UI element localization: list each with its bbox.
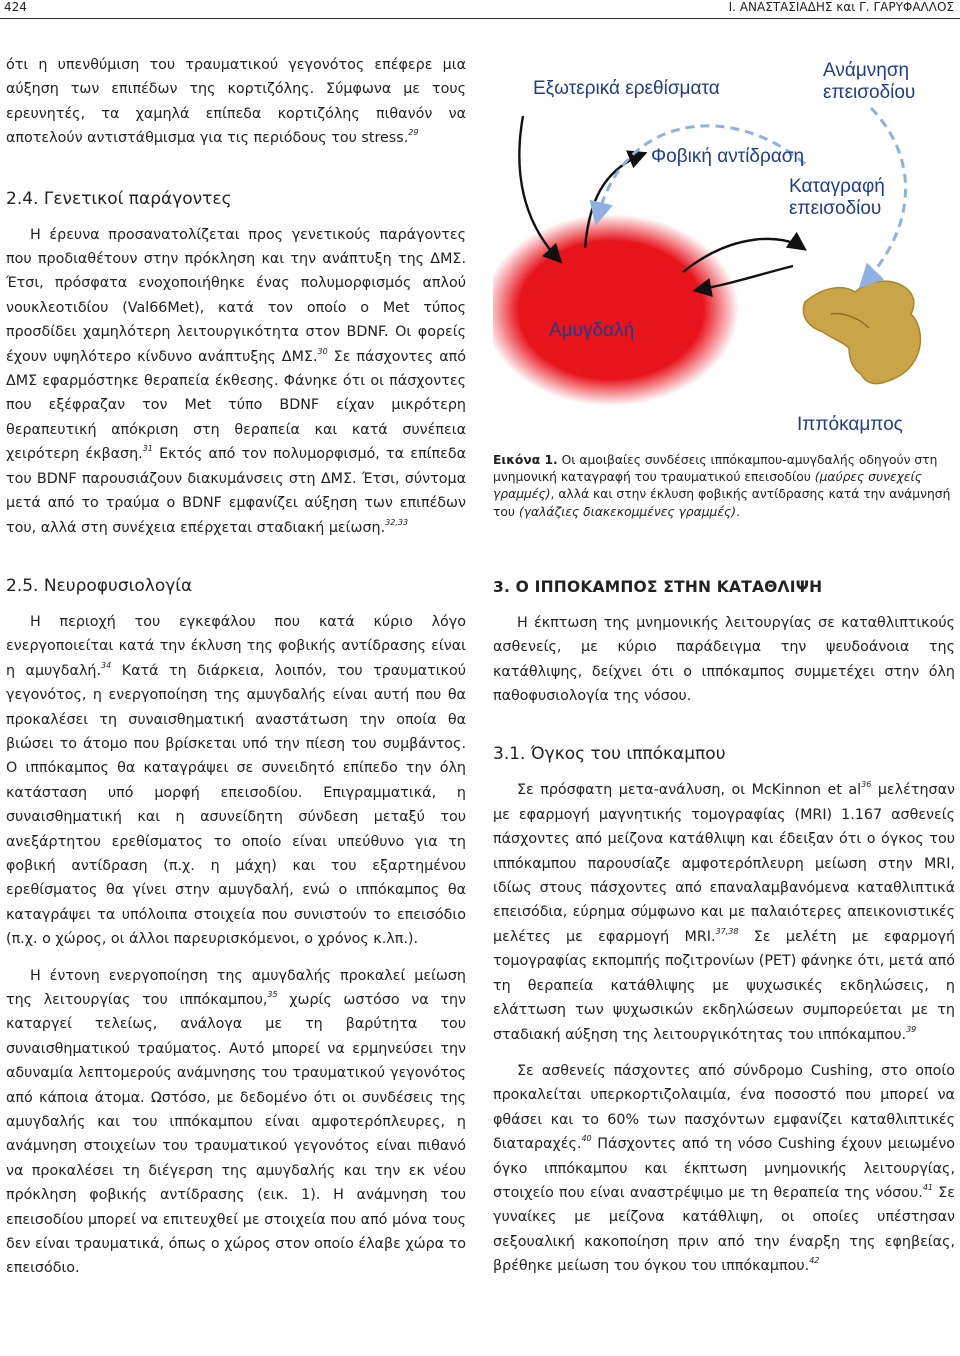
caption-text: (μαύρες συνεχείς γραμμές) [493,470,922,502]
paragraph-text: Σε μελέτη με εφαρμογή τομογραφίας εκπομπής ποζιτρονίων (PET) φάνηκε ότι, μετά από τη θεραπεία κατάθλιψης με ψυχωσικές εκδηλώσεις, η ελάττωση των ψυχωσικών εκδηλώσεων συμπορεύεται με τη σταδιακή αύξηση της λειτουργικότητας του ιππόκαμπου. [493,928,955,1043]
caption-text: , αλλά και στην έκλυση φοβικής αντίδρασης κατά την ανάμνησή του [493,487,951,519]
citation: 42 [809,1256,820,1266]
section-2-5-title: 2.5. Νευροφυσιολογία [6,575,193,596]
label-hippocampus: Ιππόκαμπος [797,414,903,435]
citation: 32,33 [385,517,409,527]
paragraph-text: χωρίς ωστόσο να την καταργεί τελείως, ανάλογα με τη βαρύτητα του συναισθηματικού τραύματος. Αυτό μπορεί να ερμηνεύσει την αδυναμία λεπτομερούς ανάμνησης του τραυματικού γεγονότος από κάποια άτομα. Ωστόσο, με δεδομένο ότι οι συνδέσεις της αμυγδαλής και του ιππόκαμπου είναι αμφοτερόπλευρες, η ανάμνηση στοιχείων του τραυματικού γεγονότος είναι πιθανό να προκαλέσει τη διέγερση της αμυγδαλής και την εκ νέου πρόκληση φοβικής αντίδρασης (εικ. 1). Η ανάμνηση του επεισοδίου μπορεί να επιτευχθεί με στοιχεία που από μόνα τους δεν είναι τραυματικά, όπως ο χώρος στον οποίο έλαβε χώρα το επεισόδιο. [6,992,467,1277]
caption-text: Οι αμοιβαίες συνδέσεις ιππόκαμπου-αμυγδαλής οδηγούν στη μνημονική καταγραφή του τραυματικού επεισοδίου [493,453,938,485]
citation: 40 [581,1134,592,1144]
caption-text: (γαλάζιες διακεκομμένες γραμμές) [518,504,737,519]
header-rule [0,18,960,19]
page-header [0,0,960,18]
paragraph-text: Πάσχοντες από τη νόσο Cushing έχουν μειωμένο όγκο ιππόκαμπου και έκπτωση μνημονικής λειτουργίας, στοιχείο που είναι αναστρέψιμο με τη θεραπεία της νόσου. [493,1136,955,1201]
section-3-1-title: 3.1. Όγκος του ιππόκαμπου [493,744,726,765]
paragraph-text: Σε ασθενείς πάσχοντες από σύνδρομο Cushing, στο οποίο προκαλείται υπερκορτιζολαιμία, ένα ποσοστό που μπορεί να φθάσει και το 60% των πασχόντων εμφανίζει καταθλιπτικές διαταραχές. [493,1062,955,1153]
running-authors: Ι. ΑΝΑΣΤΑΣΙΑΔΗΣ και Γ. ΓΑΡΥΦΑΛΛΟΣ [728,0,954,14]
label-external-stimuli: Εξωτερικά ερεθίσματα [533,78,720,99]
citation: 29 [408,128,419,138]
label-fear-response: Φοβική αντίδραση [651,146,805,167]
paragraph-volume-2 [493,1059,955,1279]
label-recall-line2: επεισοδίου [823,82,916,103]
paragraph-neurophysiology-1 [6,610,466,952]
paragraph-text: Εκτός από τον πολυμορφισμό, τα επίπεδα του BDNF παρουσιάζουν διακυμάνσεις στη ΔΜΣ. Έτσι, σύντομα μετά από το τραύμα ο BDNF εμφανίζει αύξηση των επιπέδων του, αλλά στη συνέχεια επέρχεται σταδιακή μείωση. [6,446,466,536]
paragraph-neurophysiology-2 [6,964,466,1281]
paragraph-text: μελέτησαν με εφαρμογή μαγνητικής τομογραφίας (MRI) 1.167 ασθενείς πάσχοντες από μείζονα κατάθλιψη και έδειξαν ότι ο όγκος του ιππόκαμπου παρουσίαζε αμφοτερόπλευρη μείωση στην MRI, ιδίως στους πάσχοντες από επαναλαμβανόμενα καταθλιπτικά επεισόδια, εύρημα σύμφωνο και με παλαιότερες απεικονιστικές μελέτες με εφαρμογή MRI. [493,782,955,945]
paragraph-text: Σε πάσχοντες από ΔΜΣ εφαρμόστηκε θεραπεία έκθεσης. Φάνηκε ότι οι πάσχοντες που εξέφραζαν τον Met τύπο BDNF είχαν μικρότερη θεραπευτική απόκριση στη θεραπεία και κατά συνέπεια χειρότερη έκβαση. [6,348,466,463]
page-number: 424 [4,0,27,14]
paragraph-genetics [6,223,466,540]
figure-caption [493,452,955,521]
label-record-line1: Καταγραφή [789,176,885,197]
label-record-line2: επεισοδίου [789,198,882,219]
paragraph-text: Σε γυναίκες με μείζονα κατάθλιψη, οι οποίες υπέστησαν σεξουαλική κακοποίηση πριν από την έναρξη της εφηβείας, βρέθηκε μείωση του όγκου του ιππόκαμπου. [493,1184,955,1275]
left-column [6,53,466,1281]
paragraph-text: Κατά τη διάρκεια, λοιπόν, του τραυματικού γεγονότος, η ενεργοποίηση της αμυγδαλής είναι αυτή που θα προκαλέσει τη συναισθηματική αναστάτωση την οποία θα βιώσει το άτομο που βρίσκεται υπό την πίεση του συμβάντος. Ο ιππόκαμπος θα καταγράψει σε συνειδητό επίπεδο την όλη κατάσταση υπό μορφή επεισοδίου. Επιγραμματικά, η συναισθηματική και η ασυνείδητη σύνδεση μεταξύ του ανεξάρτητου ερεθίσματος το οποίο είναι υπεύθυνο για τη φοβική αντίδραση (π.χ. η μάχη) και του εξαρτημένου ερεθίσματος θα γίνει στην αμυγδαλή, ενώ ο ιππόκαμπος θα καταγράψει τα υπόλοιπα στοιχεία που συνιστούν το επεισόδιο (π.χ. ο χώρος, οι άλλοι παρευρισκόμενοι, ο χρόνος κ.λπ.). [6,662,466,948]
caption-label: Εικόνα 1. [493,453,558,467]
paragraph-text: Η έντονη ενεργοποίηση της αμυγδαλής προκαλεί μείωση της λειτουργίας του ιππόκαμπου, [6,967,466,1008]
section-2-4-title: 2.4. Γενετικοί παράγοντες [6,188,232,209]
amygdala-shape [493,214,739,406]
label-amygdala: Αμυγδαλή [549,320,635,341]
arrow-hippocampus-to-amygdala-dashed [597,126,805,220]
hippocampus-shape [803,281,920,383]
citation: 35 [267,990,278,999]
figure-hippocampus-amygdala [493,52,925,442]
citation: 37,38 [715,926,739,936]
paragraph-text: ότι η υπενθύμιση του τραυματικού γεγονότος επέφερε μια αύξηση των επιπέδων της κορτιζόλης. Σύμφωνα με τους ερευνητές, τα χαμηλά επίπεδα κορτιζόλης πιθανόν να αποτελούν αντιστάθμισμα για τις περιόδους του stress. [6,57,466,147]
paragraph-intro [6,53,466,151]
citation: 31 [142,444,153,454]
caption-text: . [736,504,740,519]
paragraph-depression: Η έκπτωση της μνημονικής λειτουργίας σε καταθλιπτικούς ασθενείς, με κύριο παράδειγμα την ψευδοάνοια της κατάθλιψης, δείχνει ότι ο ιππόκαμπος συμμετέχει στην όλη παθοφυσιολογία της νόσου. [493,614,955,705]
citation: 30 [317,346,328,356]
citation: 39 [906,1024,917,1034]
citation: 36 [861,780,872,790]
paragraph-volume-1 [493,778,955,1046]
right-column [493,452,955,1279]
paragraph-text: Σε πρόσφατη μετα-ανάλυση, οι McKinnon et al [517,782,862,799]
section-3-title: 3. Ο ΙΠΠΟΚΑΜΠΟΣ ΣΤΗΝ ΚΑΤΑΘΛΙΨΗ [493,577,823,596]
citation: 41 [922,1182,934,1192]
paragraph-text: Η έρευνα προσανατολίζεται προς γενετικούς παράγοντες που προδιαθέτουν στην πρόκληση και την ανάπτυξη της ΔΜΣ. Έτσι, πρόσφατα ενοχοποιήθηκε ένας πολυμορφισμός απλού νουκλεοτιδίου (Val66Met), κατά τον οποίο ο Met τύπος προσδίδει χαμηλότερη λειτουργικότητα στον BDNF. Οι φορείς έχουν υψηλότερο κίνδυνο ανάπτυξης ΔΜΣ. [6,226,466,365]
label-recall-line1: Ανάμνηση [823,60,910,81]
paragraph-text: Η περιοχή του εγκεφάλου που κατά κύριο λόγο ενεργοποιείται κατά την έκλυση της φοβικής αντίδρασης είναι η αμυγδαλή. [6,613,466,679]
citation: 34 [101,660,112,670]
